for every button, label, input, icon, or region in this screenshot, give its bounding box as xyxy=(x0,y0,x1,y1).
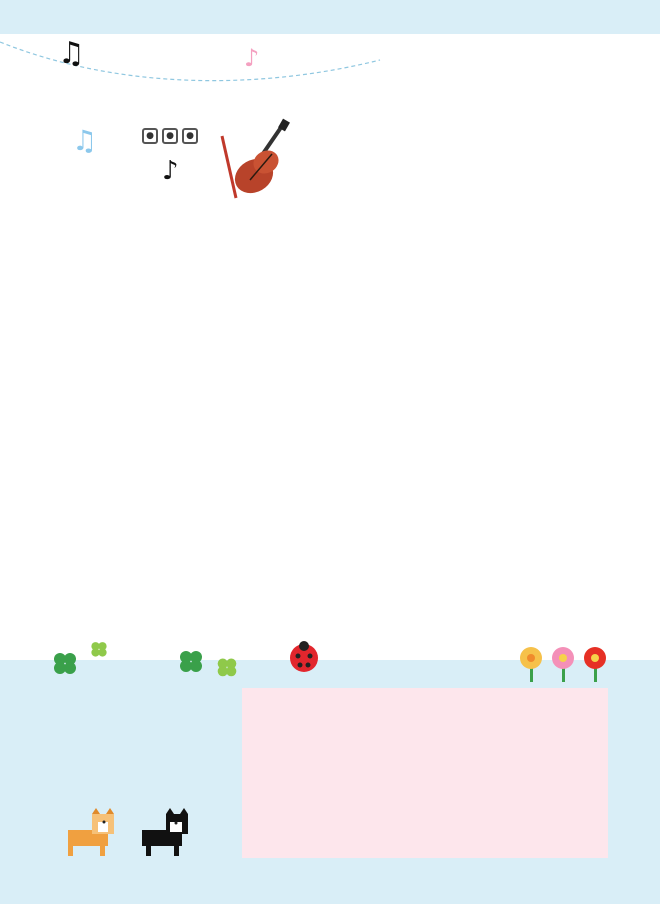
music-note-icon: ♪ xyxy=(162,156,179,186)
clover-icon xyxy=(90,640,108,658)
clover-icon xyxy=(216,656,238,678)
publisher-box xyxy=(242,688,608,858)
title-dots xyxy=(142,128,198,144)
ladybug-icon xyxy=(286,640,322,674)
black-dog-icon xyxy=(142,808,188,856)
music-note-icon: ♪ xyxy=(244,44,260,72)
dot-box: ● xyxy=(142,128,158,144)
dot-box: ● xyxy=(182,128,198,144)
dogs-illustration xyxy=(62,808,202,860)
clover-icon xyxy=(52,650,78,676)
music-note-icon: ♫ xyxy=(58,36,85,71)
flowers-icon xyxy=(516,644,612,684)
dashed-path-decoration xyxy=(0,20,660,100)
music-note-icon: ♫ xyxy=(72,124,98,157)
orange-dog-icon xyxy=(68,808,114,856)
dot-box: ● xyxy=(162,128,178,144)
clover-icon xyxy=(178,648,204,674)
cello-icon xyxy=(212,118,302,210)
